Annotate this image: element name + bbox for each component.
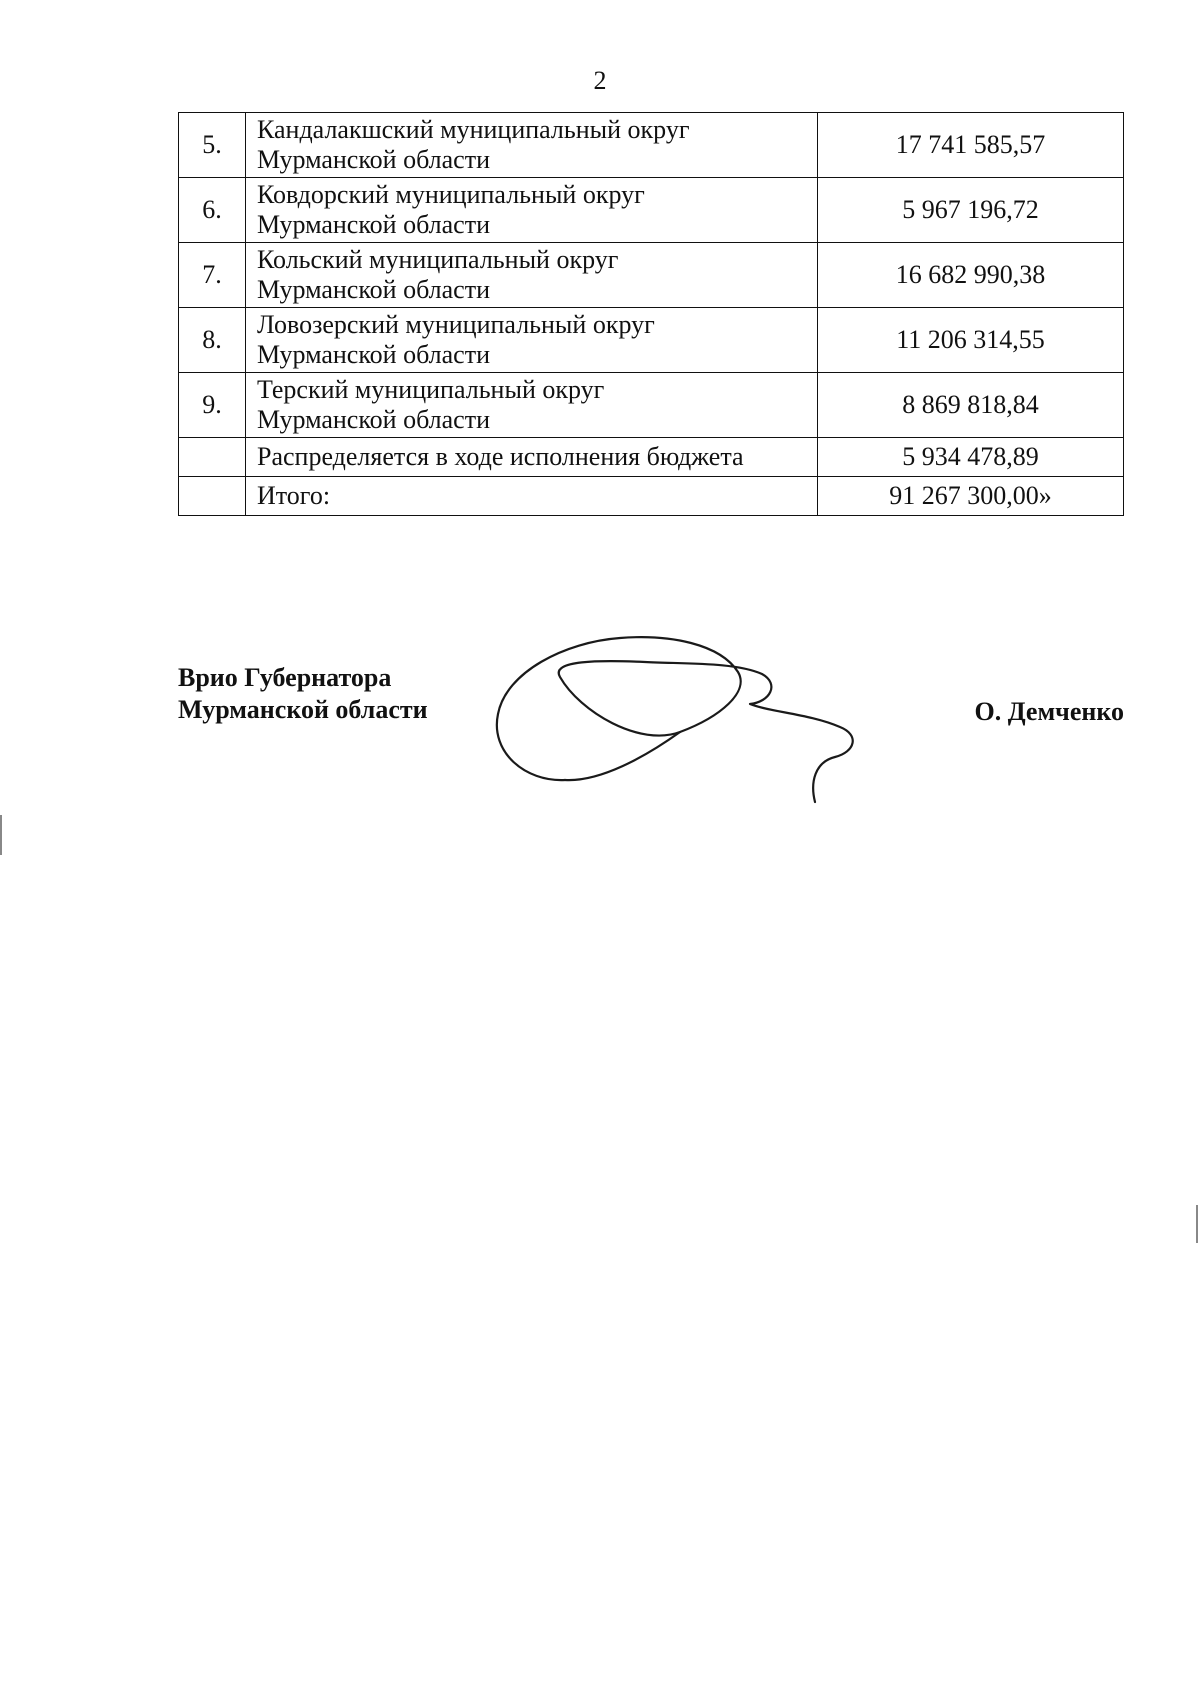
row-number-empty bbox=[179, 477, 246, 516]
signatory-name: О. Демченко bbox=[974, 697, 1124, 726]
scan-mark-right bbox=[1196, 1205, 1198, 1243]
row-number: 6. bbox=[179, 178, 246, 243]
amount: 11 206 314,55 bbox=[818, 308, 1124, 373]
amount: 5 967 196,72 bbox=[818, 178, 1124, 243]
municipality-name-line1: Ловозерский муниципальный округ bbox=[257, 310, 655, 339]
amount: 16 682 990,38 bbox=[818, 243, 1124, 308]
municipality-name bbox=[246, 243, 818, 308]
total-amount: 91 267 300,00» bbox=[818, 477, 1124, 516]
amount: 8 869 818,84 bbox=[818, 373, 1124, 438]
municipality-name bbox=[246, 373, 818, 438]
municipality-name-line2: Мурманской области bbox=[257, 275, 490, 304]
signatory-title bbox=[178, 662, 428, 726]
municipality-name-line1: Кандалакшский муниципальный округ bbox=[257, 115, 690, 144]
distributed-amount: 5 934 478,89 bbox=[818, 438, 1124, 477]
municipality-name-line2: Мурманской области bbox=[257, 340, 490, 369]
signatory-title-line1: Врио Губернатора bbox=[178, 663, 392, 692]
table-row bbox=[179, 373, 1124, 438]
table-row bbox=[179, 308, 1124, 373]
row-number-empty bbox=[179, 438, 246, 477]
municipality-name-line2: Мурманской области bbox=[257, 145, 490, 174]
signatory-title-line2: Мурманской области bbox=[178, 695, 428, 724]
table-row bbox=[179, 243, 1124, 308]
municipality-name-line1: Терский муниципальный округ bbox=[257, 375, 605, 404]
municipality-name bbox=[246, 178, 818, 243]
page-number: 2 bbox=[593, 66, 607, 95]
municipality-name-line1: Ковдорский муниципальный округ bbox=[257, 180, 645, 209]
table-row bbox=[179, 113, 1124, 178]
handwritten-signature bbox=[470, 632, 910, 812]
allocation-table bbox=[178, 112, 1124, 516]
municipality-name bbox=[246, 113, 818, 178]
municipality-name-line2: Мурманской области bbox=[257, 405, 490, 434]
municipality-name bbox=[246, 308, 818, 373]
row-number: 5. bbox=[179, 113, 246, 178]
total-row bbox=[179, 477, 1124, 516]
scan-mark-left bbox=[0, 815, 2, 855]
row-number: 9. bbox=[179, 373, 246, 438]
amount: 17 741 585,57 bbox=[818, 113, 1124, 178]
distributed-label: Распределяется в ходе исполнения бюджета bbox=[246, 438, 818, 477]
municipality-name-line2: Мурманской области bbox=[257, 210, 490, 239]
row-number: 8. bbox=[179, 308, 246, 373]
municipality-name-line1: Кольский муниципальный округ bbox=[257, 245, 619, 274]
distributed-row bbox=[179, 438, 1124, 477]
row-number: 7. bbox=[179, 243, 246, 308]
table-row bbox=[179, 178, 1124, 243]
total-label: Итого: bbox=[246, 477, 818, 516]
